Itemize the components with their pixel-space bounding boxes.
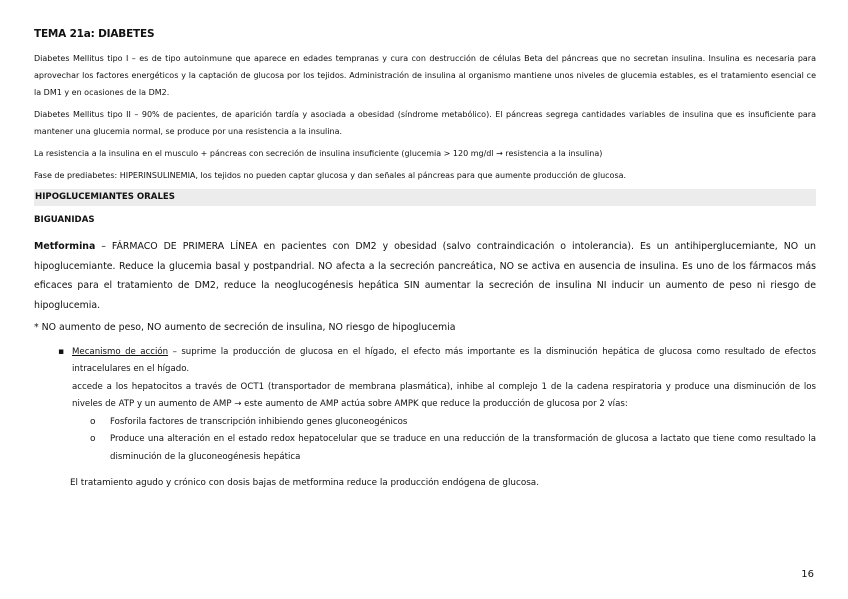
- paragraph-prediabetes: Fase de prediabetes: HIPERINSULINEMIA, los tejidos no pueden captar glucosa y dan señales al páncreas para que aumente producción de glucosa.: [34, 171, 627, 180]
- circle-bullet-icon: o: [90, 416, 96, 427]
- mechanism-list: [34, 344, 816, 467]
- list-item: [34, 344, 816, 467]
- ways-list: [72, 414, 816, 467]
- mechanism-text: – suprime la producción de glucosa en el hígado, el efecto más importante es la disminución hepática de glucosa como resultado de efectos intracelulares en el hígado.: [72, 346, 816, 374]
- way-text: Produce una alteración en el estado redox hepatocelular que se traduce en una reducción de la transformación de glucosa a lactato que tiene como resultado la disminución de la gluconeogénesis hepática: [110, 434, 816, 462]
- section-heading: HIPOGLUCEMIANTES ORALES: [34, 189, 816, 206]
- closing-paragraph: El tratamiento agudo y crónico con dosis bajas de metformina reduce la producción endógena de glucosa.: [70, 478, 539, 488]
- square-bullet-icon: ▪: [58, 346, 65, 357]
- paragraph-dm1: Diabetes Mellitus tipo I – es de tipo autoinmune que aparece en edades tempranas y cura con destrucción de células Beta del páncreas que no secretan insulina. Insulina es necesaria para aprovechar los factores energéticos y la captación de glucosa por los tejidos. Administración de insulina al organismo mantiene unos niveles de glucemia estables, es el tratamiento esencial ce la DM1 y en ocasiones de la DM2.: [34, 54, 816, 97]
- way-text: Fosforila factores de transcripción inhibiendo genes gluconeogénicos: [110, 416, 408, 427]
- paragraph-metformina: [34, 237, 816, 315]
- subsection-heading: BIGUANIDAS: [34, 215, 95, 225]
- paragraph-resistance: La resistencia a la insulina en el musculo + páncreas con secreción de insulina insuficiente (glucemia > 120 mg/dl → resistencia a la insulina): [34, 149, 603, 158]
- circle-bullet-icon: o: [90, 434, 96, 444]
- metformina-term: Metformina: [34, 241, 96, 252]
- page-number: 16: [801, 569, 814, 580]
- list-item: [72, 431, 816, 466]
- mechanism-detail: accede a los hepatocitos a través de OCT1 (transportador de membrana plasmática), inhibe al complejo 1 de la cadena respiratoria y produce una disminución de los niveles de ATP y un aumento de AMP → este aumento de AMP actúa sobre AMPK que reduce la producción de glucosa por 2 vías:: [72, 381, 816, 409]
- document-page: [34, 28, 816, 492]
- paragraph-dm2: Diabetes Mellitus tipo II – 90% de pacientes, de aparición tardía y asociada a obesidad (síndrome metabólico). El páncreas segrega cantidades variables de insulina que es insuficiente para mantener una glucemia normal, se produce por una resistencia a la insulina.: [34, 110, 816, 136]
- mechanism-label: Mecanismo de acción: [72, 346, 169, 357]
- document-title: TEMA 21a: DIABETES: [34, 28, 155, 40]
- note-line: * NO aumento de peso, NO aumento de secreción de insulina, NO riesgo de hipoglucemia: [34, 322, 456, 333]
- list-item: [72, 414, 816, 432]
- metformina-text: – FÁRMACO DE PRIMERA LÍNEA en pacientes con DM2 y obesidad (salvo contraindicación o intolerancia). Es un antihiperglucemiante, NO un hipoglucemiante. Reduce la glucemia basal y postpandrial. NO afecta a la secreción pancreática, NO se activa en ausencia de insulina. Es uno de los fármacos más eficaces para el tratamiento de DM2, reduce la neoglucogénesis hepática SIN aumentar la secreción de insulina NI inducir un aumento de peso ni riesgo de hipoglucemia.: [34, 241, 816, 311]
